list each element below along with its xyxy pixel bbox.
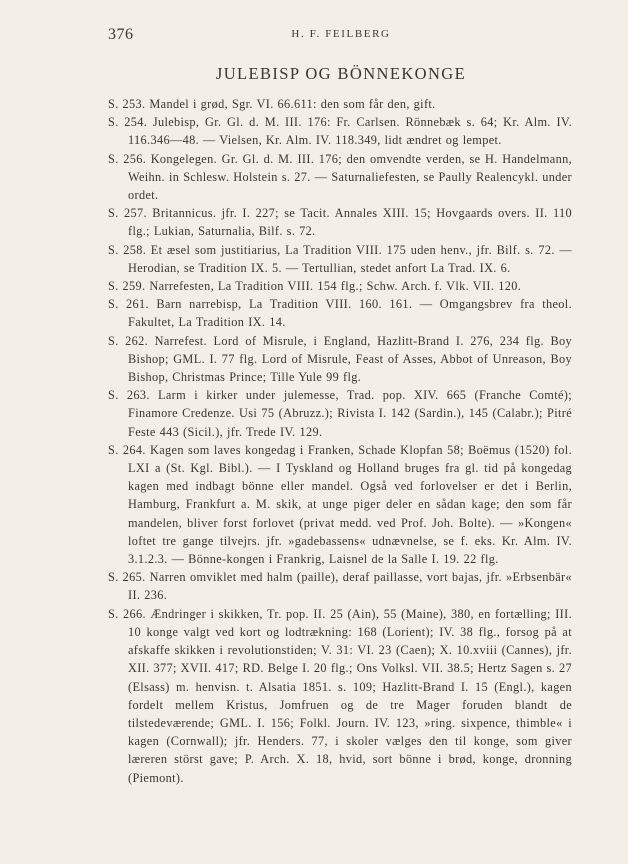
page-header: [108, 26, 574, 46]
note-entry: S. 257. Britannicus. jfr. I. 227; se Tacit. Annales XIII. 15; Hovgaards overs. II. 110 flg.; Lukian, Saturnalia, Bilf. s. 72.: [108, 206, 572, 239]
note-entry: S. 261. Barn narrebisp, La Tradition VIII. 160. 161. — Omgangsbrev fra theol. Fakultet, La Tradition IX. 14.: [108, 297, 572, 330]
note-entry: S. 263. Larm i kirker under julemesse, Trad. pop. XIV. 665 (Franche Comté); Finamore Credenze. Usi 75 (Abruzz.); Rivista I. 142 (Sardin.), 145 (Calabr.); Pitré Feste 443 (Sicil.), jfr. Trede IV. 129.: [108, 388, 572, 439]
page-number: 376: [108, 26, 134, 43]
note-entry: S. 258. Et æsel som justitiarius, La Tradition VIII. 175 uden henv., jfr. Bilf. s. 72. — Herodian, se Tradition IX. 5. — Tertullian, stedet anfort La Trad. IX. 6.: [108, 242, 572, 275]
notes-list: [108, 95, 572, 787]
note-entry: S. 264. Kagen som laves kongedag i Franken, Schade Klopfan 58; Boëmus (1520) fol. LXI a (St. Kgl. Bibl.). — I Tyskland og Holland bruges fra gl. tid på kongedag kagen med indbagt bönne eller mandel. Også ved forlovelser er det i Berlin, Hamburg, Frankfurt a. M. skik, at unge piger deler en sådan kage; den som får mandelen, bliver forst forlovet (privat medd. ved Prof. Joh. Bolte). — »Kongen« loftet tre gange tilvejrs. jfr. »gadebassens« udnævnelse, se f. eks. Kr. Alm. IV. 3.1.2.3. — Bönne-kongen i Frankrig, Laisnel de la Salle I. 19. 22 flg.: [108, 442, 572, 567]
note-entry: S. 254. Julebisp, Gr. Gl. d. M. III. 176: Fr. Carlsen. Rönnebæk s. 64; Kr. Alm. IV. 116.346—48. — Vielsen, Kr. Alm. IV. 118.349, lidt ændret og lempet.: [108, 115, 572, 148]
note-entry: S. 262. Narrefest. Lord of Misrule, i England, Hazlitt-Brand I. 276, 234 flg. Boy Bishop; GML. I. 77 flg. Lord of Misrule, Feast of Asses, Abbot of Unreason, Boy Bishop, Christmas Prince; Tille Yule 99 flg.: [108, 333, 572, 385]
running-head: H. F. FEILBERG: [291, 28, 391, 40]
note-entry: S. 253. Mandel i grød, Sgr. VI. 66.611: den som får den, gift.: [108, 97, 436, 111]
section-title: JULEBISP OG BÖNNEKONGE: [215, 64, 467, 83]
note-entry: S. 259. Narrefesten, La Tradition VIII. 154 flg.; Schw. Arch. f. Vlk. VII. 120.: [108, 279, 522, 294]
note-entry: S. 265. Narren omviklet med halm (paille), deraf paillasse, vort bajas, jfr. »Erbsenbär« II. 236.: [108, 570, 572, 603]
note-entry: S. 266. Ændringer i skikken, Tr. pop. II. 25 (Ain), 55 (Maine), 380, en fortælling; III. 10 konge valgt ved kort og lodtrækning: 168 (Lorient); IV. 38 flg., forsog på at afskaffe skikken i revolutionstiden; V. 31: VI. 23 (Caen); X. 10.xviii (Cannes), jfr. XII. 377; XVII. 417; RD. Belge I. 20 flg.; Ons Volksl. VII. 38.5; Hertz Sagen s. 27 (Elsass) m. henvisn. t. Alsatia 1851. s. 109; Hazlitt-Brand I. 15 (Engl.), kagen fordelt mellem Kristus, Jomfruen og de tre Mager foruden blandt de tilstedeværende; GML. I. 156; Folkl. Journ. IV. 123, »ring. sixpence, thimble« i kagen (Cornwall); jfr. Henders. 77, i skoler vælges den til konge, som giver læreren störst gave; P. Arch. X. 18, hvid, sort bönne i brød, konge, dronning (Piemont).: [108, 606, 572, 785]
note-entry: S. 256. Kongelegen. Gr. Gl. d. M. III. 176; den omvendte verden, se H. Handelmann, Weihn. in Schlesw. Holstein s. 27. — Saturnaliefesten, se Paully Realencykl. under ordet.: [108, 151, 572, 203]
